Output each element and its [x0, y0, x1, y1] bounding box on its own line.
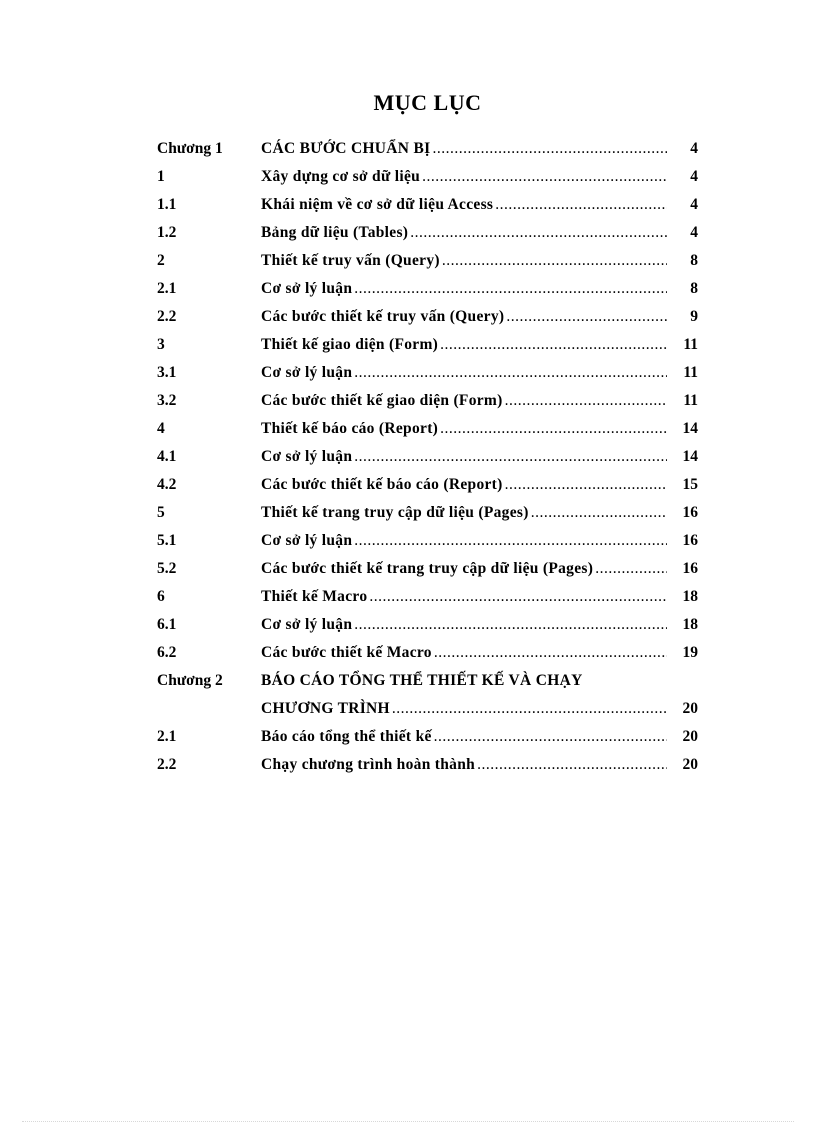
toc-entry-title: CÁC BƯỚC CHUẨN BỊ	[261, 140, 431, 157]
toc-entry-title: Các bước thiết kế báo cáo (Report)	[261, 476, 503, 493]
toc-entry-page: 9	[690, 308, 698, 325]
toc-entry-page: 16	[682, 504, 698, 521]
toc-entry-title: Thiết kế giao diện (Form)	[261, 336, 439, 353]
toc-entry-number: 2.2	[157, 756, 177, 773]
toc-entry-number: 1.1	[157, 196, 177, 213]
toc-entry-number: 5	[157, 504, 165, 521]
toc-entry[interactable]	[157, 247, 702, 275]
toc-entry-title: BÁO CÁO TỔNG THỂ THIẾT KẾ VÀ CHẠY	[261, 672, 583, 689]
toc-entry[interactable]	[157, 611, 702, 639]
toc-entry-continuation[interactable]	[157, 695, 702, 723]
toc-entry-title: Các bước thiết kế trang truy cập dữ liệu (Pages)	[261, 560, 594, 577]
toc-entry[interactable]	[157, 387, 702, 415]
dot-leader	[442, 247, 667, 275]
dot-leader	[506, 303, 667, 331]
page-bottom-divider	[22, 1121, 794, 1122]
toc-entry-number: 6.2	[157, 644, 177, 661]
toc-entry-page: 14	[682, 420, 698, 437]
toc-entry-page: 8	[690, 280, 698, 297]
toc-entry-number: 5.2	[157, 560, 177, 577]
toc-entry[interactable]	[157, 555, 702, 583]
toc-entry-page: 11	[683, 336, 698, 353]
toc-entry-page: 11	[683, 392, 698, 409]
toc-entry-number: 4.1	[157, 448, 177, 465]
dot-leader	[440, 415, 667, 443]
toc-entry-title: Cơ sở lý luận	[261, 532, 353, 549]
toc-entry-title: Thiết kế Macro	[261, 588, 368, 605]
toc-entry-page: 20	[682, 756, 698, 773]
toc-entry-title: Cơ sở lý luận	[261, 364, 353, 381]
toc-entry-title: Các bước thiết kế truy vấn (Query)	[261, 308, 505, 325]
toc-entry-number: 5.1	[157, 532, 177, 549]
dot-leader	[434, 723, 667, 751]
toc-entry-title: CHƯƠNG TRÌNH	[261, 700, 390, 717]
toc-entry-number: 6.1	[157, 616, 177, 633]
toc-entry-number: 6	[157, 588, 165, 605]
toc-entry-page: 4	[690, 196, 698, 213]
toc-entry-number: Chương 2	[157, 672, 223, 689]
toc-entry[interactable]	[157, 219, 702, 247]
toc-entry[interactable]	[157, 723, 702, 751]
toc-entry-chapter-1[interactable]	[157, 135, 702, 163]
toc-entry-number: 3.2	[157, 392, 177, 409]
toc-entry[interactable]	[157, 751, 702, 779]
dot-leader	[531, 499, 667, 527]
toc-entry-page: 20	[682, 728, 698, 745]
toc-entry-number: 4	[157, 420, 165, 437]
toc-entry-number: 3.1	[157, 364, 177, 381]
toc-entry-title: Thiết kế báo cáo (Report)	[261, 420, 439, 437]
toc-entry-title: Cơ sở lý luận	[261, 448, 353, 465]
dot-leader	[354, 527, 667, 555]
toc-entry-page: 8	[690, 252, 698, 269]
dot-leader	[422, 163, 667, 191]
toc-entry-title: Báo cáo tổng thể thiết kế	[261, 728, 432, 745]
toc-entry-chapter-2[interactable]	[157, 667, 702, 695]
toc-entry-page: 18	[682, 588, 698, 605]
toc-entry-title: Cơ sở lý luận	[261, 616, 353, 633]
toc-entry-number: 2.1	[157, 280, 177, 297]
dot-leader	[440, 331, 667, 359]
toc-entry-number: 2.1	[157, 728, 177, 745]
dot-leader	[354, 359, 667, 387]
toc-entry-page: 16	[682, 532, 698, 549]
toc-entry-title: Các bước thiết kế giao diện (Form)	[261, 392, 503, 409]
toc-entry[interactable]	[157, 359, 702, 387]
toc-entry[interactable]	[157, 415, 702, 443]
toc-entry-page: 20	[682, 700, 698, 717]
dot-leader	[354, 275, 667, 303]
dot-leader	[495, 191, 667, 219]
dot-leader	[505, 471, 667, 499]
toc-entry-title: Xây dựng cơ sở dữ liệu	[261, 168, 421, 185]
toc-entry-page: 4	[690, 224, 698, 241]
toc-entry-number: 2.2	[157, 308, 177, 325]
toc-entry[interactable]	[157, 527, 702, 555]
toc-entry[interactable]	[157, 499, 702, 527]
dot-leader	[369, 583, 667, 611]
toc-entry-page: 15	[682, 476, 698, 493]
toc-entry-title: Bảng dữ liệu (Tables)	[261, 224, 409, 241]
toc-entry-title: Thiết kế trang truy cập dữ liệu (Pages)	[261, 504, 529, 521]
toc-entry-number: 1	[157, 168, 165, 185]
toc-entry[interactable]	[157, 303, 702, 331]
toc-entry[interactable]	[157, 583, 702, 611]
dot-leader	[354, 611, 667, 639]
toc-entry-page: 18	[682, 616, 698, 633]
toc-entry-page: 11	[683, 364, 698, 381]
toc-entry[interactable]	[157, 275, 702, 303]
dot-leader	[354, 443, 667, 471]
toc-entry-number: Chương 1	[157, 140, 223, 157]
dot-leader	[432, 135, 667, 163]
toc-entry-title: Các bước thiết kế Macro	[261, 644, 432, 661]
toc-entry-number: 2	[157, 252, 165, 269]
table-of-contents	[157, 135, 702, 779]
toc-entry-page: 16	[682, 560, 698, 577]
dot-leader	[434, 639, 667, 667]
toc-entry-page: 19	[682, 644, 698, 661]
toc-entry[interactable]	[157, 163, 702, 191]
toc-entry-number: 4.2	[157, 476, 177, 493]
toc-entry-title: Chạy chương trình hoàn thành	[261, 756, 476, 773]
toc-entry-number: 1.2	[157, 224, 177, 241]
dot-leader	[392, 695, 667, 723]
dot-leader	[410, 219, 667, 247]
toc-entry-title: Khái niệm về cơ sở dữ liệu Access	[261, 196, 494, 213]
toc-entry-number: 3	[157, 336, 165, 353]
toc-entry-page: 4	[690, 168, 698, 185]
toc-title: MỤC LỤC	[373, 90, 482, 115]
toc-entry[interactable]	[157, 331, 702, 359]
toc-entry-title: Thiết kế truy vấn (Query)	[261, 252, 440, 269]
toc-entry-title: Cơ sở lý luận	[261, 280, 353, 297]
dot-leader	[477, 751, 667, 779]
toc-entry[interactable]	[157, 639, 702, 667]
toc-entry[interactable]	[157, 191, 702, 219]
toc-entry[interactable]	[157, 471, 702, 499]
toc-entry-page: 14	[682, 448, 698, 465]
dot-leader	[505, 387, 667, 415]
dot-leader	[595, 555, 667, 583]
toc-entry[interactable]	[157, 443, 702, 471]
toc-entry-page: 4	[690, 140, 698, 157]
